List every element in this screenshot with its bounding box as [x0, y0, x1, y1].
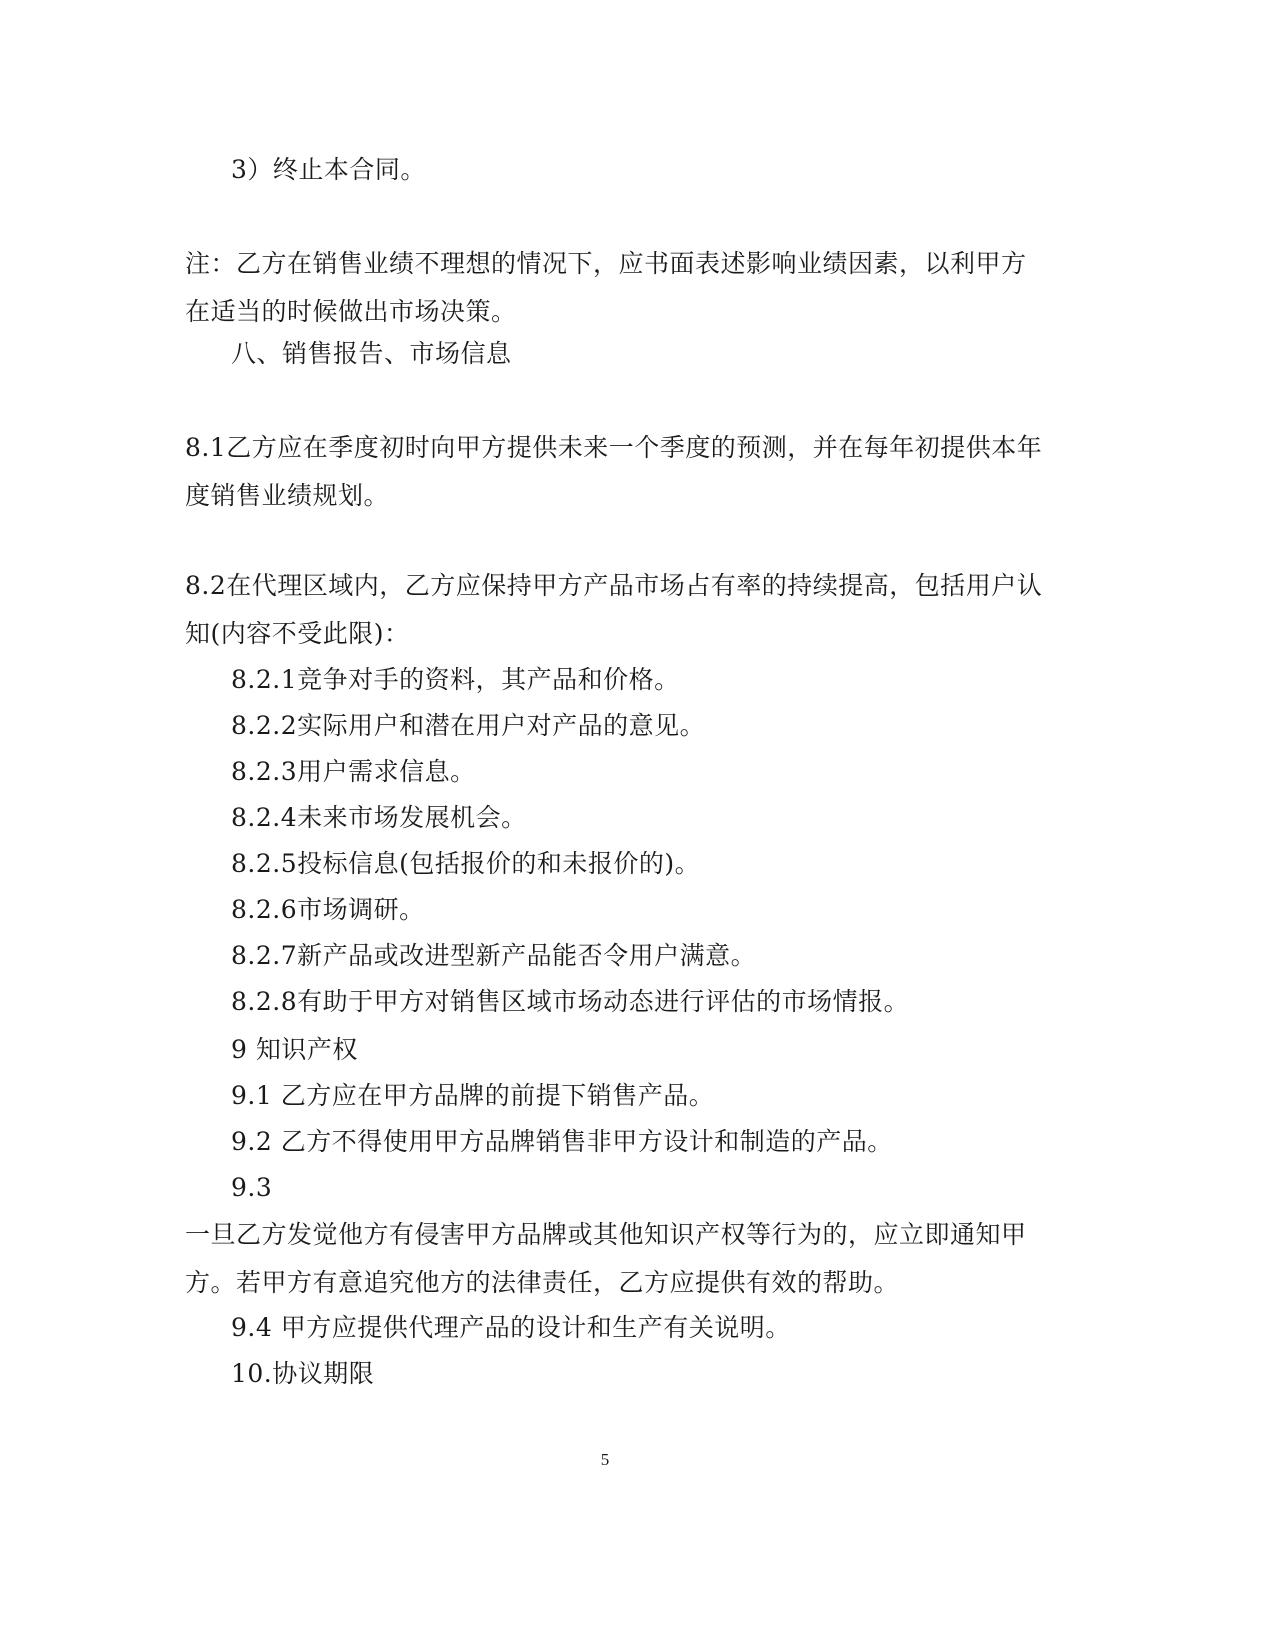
list-item-8-2-2: 8.2.2实际用户和潜在用户对产品的意见。 — [231, 711, 706, 740]
paragraph-8-2: 8.2在代理区域内，乙方应保持甲方产品市场占有率的持续提高，包括用户认知(内容不受此限)： — [185, 571, 1043, 648]
list-item-terminate: 3）终止本合同。 — [231, 155, 426, 184]
list-item-8-2-8: 8.2.8有助于甲方对销售区域市场动态进行评估的市场情报。 — [231, 987, 910, 1016]
page-number: 5 — [600, 1450, 610, 1469]
list-item-9-2: 9.2 乙方不得使用甲方品牌销售非甲方设计和制造的产品。 — [231, 1127, 893, 1156]
paragraph-8-1: 8.1乙方应在季度初时向甲方提供未来一个季度的预测，并在每年初提供本年度销售业绩规划。 — [185, 433, 1043, 510]
note-paragraph: 注：乙方在销售业绩不理想的情况下，应书面表述影响业绩因素，以利甲方在适当的时候做出市场决策。 — [185, 249, 1027, 326]
list-item-9-4: 9.4 甲方应提供代理产品的设计和生产有关说明。 — [231, 1313, 791, 1342]
list-item-8-2-1: 8.2.1竞争对手的资料，其产品和价格。 — [231, 665, 680, 694]
paragraph-9-3: 一旦乙方发觉他方有侵害甲方品牌或其他知识产权等行为的，应立即通知甲方。若甲方有意追究他方的法律责任，乙方应提供有效的帮助。 — [185, 1220, 1027, 1297]
list-item-8-2-4: 8.2.4未来市场发展机会。 — [231, 803, 527, 832]
list-item-8-2-7: 8.2.7新产品或改进型新产品能否令用户满意。 — [231, 941, 757, 970]
list-item-9-1: 9.1 乙方应在甲方品牌的前提下销售产品。 — [231, 1081, 715, 1110]
list-item-8-2-6: 8.2.6市场调研。 — [231, 895, 425, 924]
section-heading-9: 9 知识产权 — [231, 1035, 358, 1064]
list-item-9-3-label: 9.3 — [231, 1173, 273, 1202]
list-item-8-2-5: 8.2.5投标信息(包括报价的和未报价的)。 — [231, 849, 701, 878]
section-heading-10: 10.协议期限 — [231, 1359, 375, 1388]
list-item-8-2-3: 8.2.3用户需求信息。 — [231, 757, 476, 786]
section-heading-8: 八、销售报告、市场信息 — [231, 339, 512, 368]
